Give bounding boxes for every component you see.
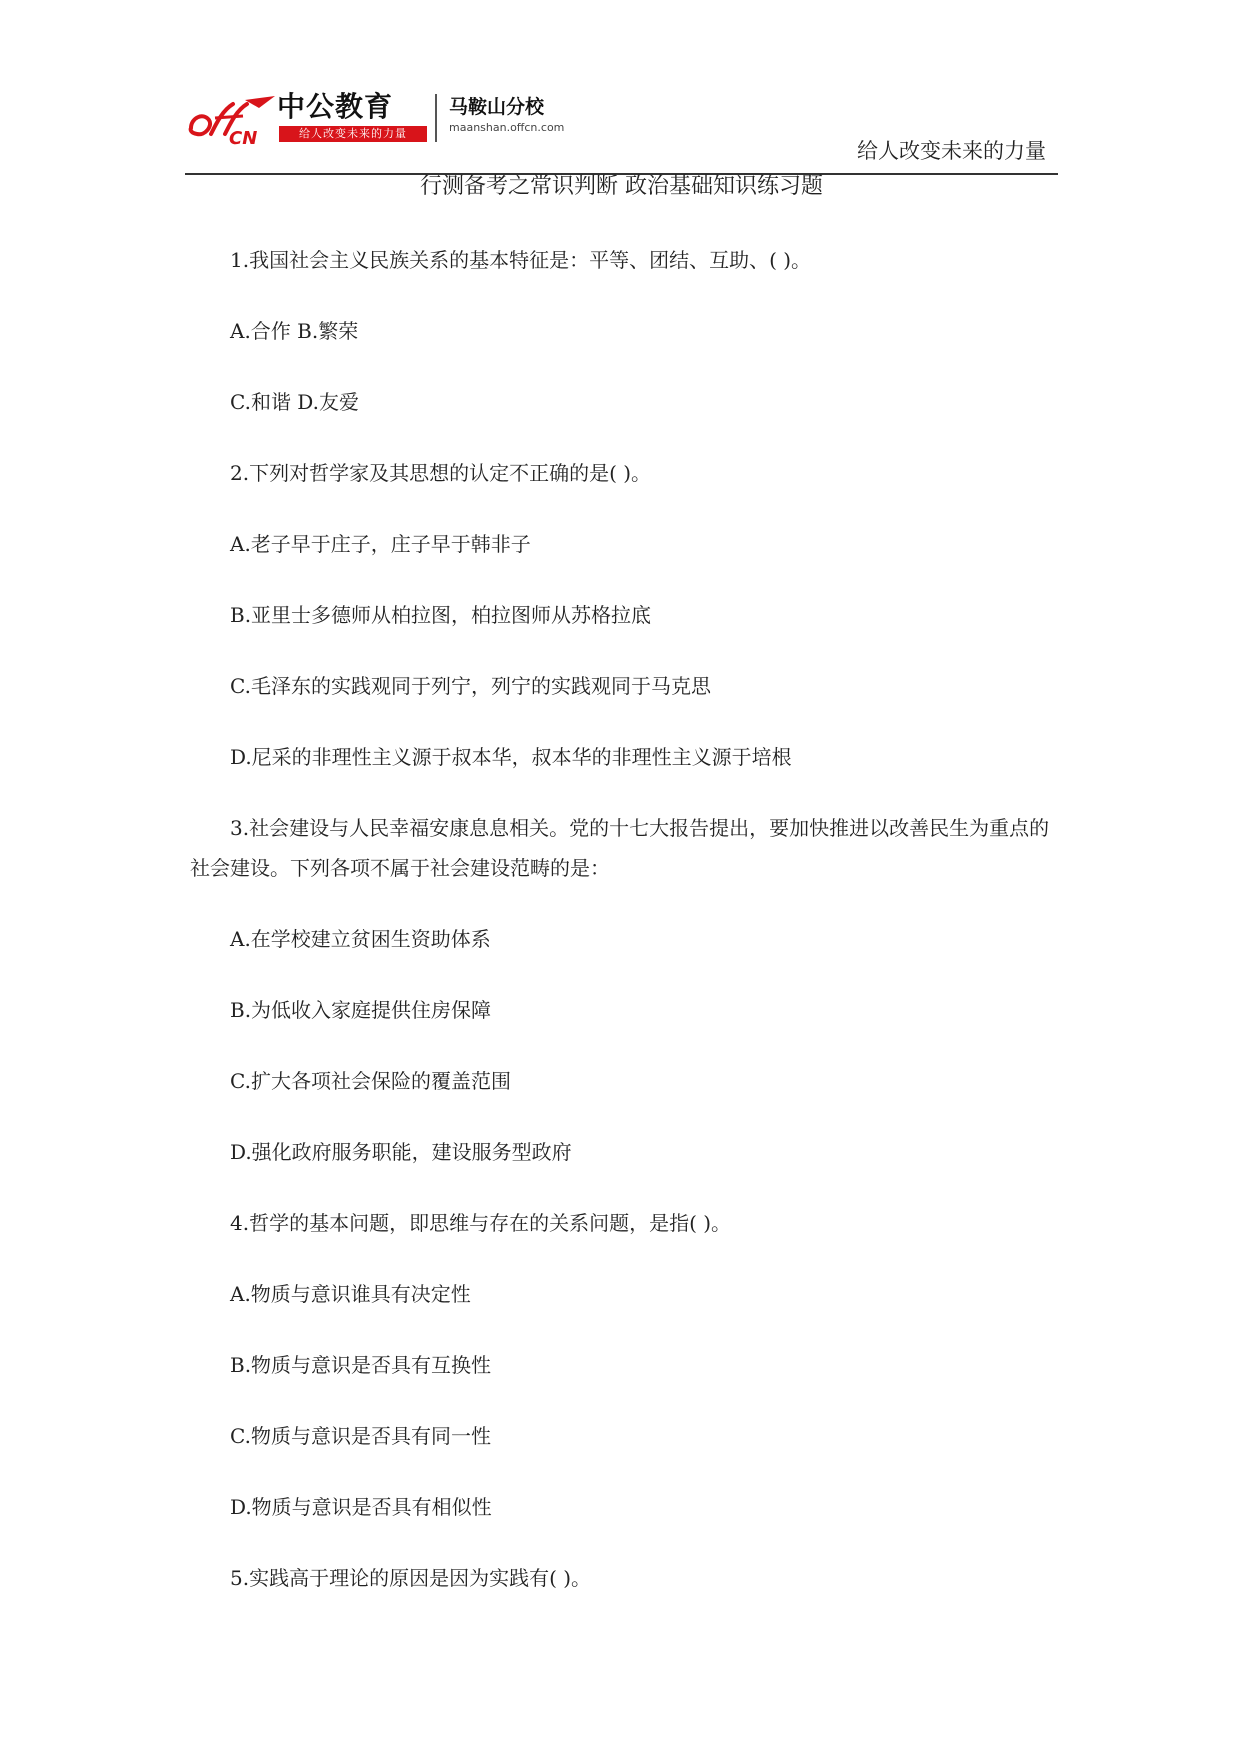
branch-url: maanshan.offcn.com	[449, 121, 565, 134]
question-4: 4.哲学的基本问题，即思维与存在的关系问题，是指( )。	[230, 1211, 732, 1235]
question-2-option-b: B.亚里士多德师从柏拉图，柏拉图师从苏格拉底	[230, 603, 652, 627]
question-4-option-c: C.物质与意识是否具有同一性	[230, 1424, 491, 1448]
question-4-option-b: B.物质与意识是否具有互换性	[230, 1353, 492, 1377]
offcn-logo-icon	[185, 94, 277, 146]
question-2: 2.下列对哲学家及其思想的认定不正确的是( )。	[230, 461, 652, 485]
svg-text:CN: CN	[229, 128, 258, 146]
branch-name: 马鞍山分校	[449, 96, 545, 118]
question-2-option-a: A.老子早于庄子，庄子早于韩非子	[230, 532, 531, 556]
question-3-option-a: A.在学校建立贫困生资助体系	[230, 927, 491, 951]
question-3: 3.社会建设与人民幸福安康息息相关。党的十七大报告提出，要加快推进以改善民生为重点的社会建设。下列各项不属于社会建设范畴的是：	[190, 816, 1050, 880]
question-3-option-c: C.扩大各项社会保险的覆盖范围	[230, 1069, 511, 1093]
question-4-option-a: A.物质与意识谁具有决定性	[230, 1282, 471, 1306]
document-body	[190, 240, 1052, 1598]
document-title: 行测备考之常识判断 政治基础知识练习题	[420, 174, 823, 199]
logo-slogan: 给人改变未来的力量	[279, 126, 427, 142]
branch-info	[435, 94, 564, 142]
question-4-option-d: D.物质与意识是否具有相似性	[230, 1495, 492, 1519]
logo-brand-text: 中公教育	[277, 90, 394, 123]
page-header	[185, 88, 1058, 175]
question-1-options-cd: C.和谐 D.友爱	[230, 390, 359, 414]
question-1-options-ab: A.合作 B.繁荣	[230, 319, 359, 343]
question-2-option-c: C.毛泽东的实践观同于列宁，列宁的实践观同于马克思	[230, 674, 711, 698]
question-2-option-d: D.尼采的非理性主义源于叔本华，叔本华的非理性主义源于培根	[230, 745, 792, 769]
header-slogan: 给人改变未来的力量	[857, 139, 1046, 163]
question-3-option-d: D.强化政府服务职能，建设服务型政府	[230, 1140, 572, 1164]
question-3-option-b: B.为低收入家庭提供住房保障	[230, 998, 492, 1022]
question-1: 1.我国社会主义民族关系的基本特征是：平等、团结、互助、( )。	[230, 248, 812, 272]
question-5: 5.实践高于理论的原因是因为实践有( )。	[230, 1566, 592, 1590]
